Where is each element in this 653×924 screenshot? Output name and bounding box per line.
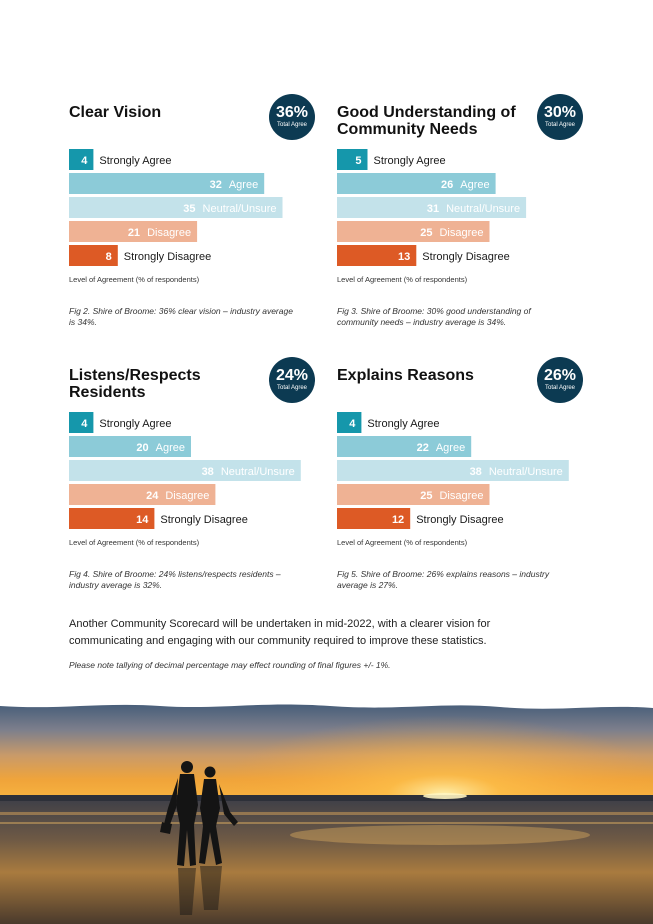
- total-agree-badge: [269, 94, 315, 140]
- total-agree-badge: [537, 357, 583, 403]
- data-label: 4: [81, 418, 88, 430]
- total-agree-value: 24%: [275, 367, 309, 384]
- x-axis-label: Level of Agreement (% of respondents): [337, 538, 468, 547]
- data-label: 38: [469, 466, 482, 478]
- category-label: Strongly Agree: [99, 418, 172, 430]
- total-agree-badge: [269, 357, 315, 403]
- data-label: 13: [398, 251, 411, 263]
- bar-chart-community-needs: [337, 149, 587, 267]
- category-label: Disagree: [147, 227, 192, 239]
- total-agree-label: Total Agree: [544, 385, 576, 391]
- bar-chart-listens-respects: [69, 412, 319, 530]
- category-label: Strongly Agree: [99, 155, 172, 167]
- x-axis-label: Level of Agreement (% of respondents): [337, 275, 468, 284]
- figure-caption: Fig 2. Shire of Broome: 36% clear vision – industry average is 34%.: [69, 306, 293, 327]
- category-label: Disagree: [439, 227, 484, 239]
- chart-title: Explains Reasons: [337, 367, 474, 384]
- chart-title: Good Understanding of Community Needs: [337, 104, 516, 138]
- data-label: 31: [426, 203, 440, 215]
- figure-caption: Fig 5. Shire of Broome: 26% explains reasons – industry average is 27%.: [337, 569, 550, 590]
- data-label: 24: [146, 490, 159, 502]
- bar-chart-explains-reasons: [337, 412, 587, 530]
- data-label: 4: [349, 418, 356, 430]
- rounding-note: Please note tallying of decimal percentage may effect rounding of final figures +/- 1%.: [69, 660, 391, 670]
- category-label: Strongly Disagree: [160, 514, 248, 526]
- total-agree-label: Total Agree: [544, 122, 576, 128]
- data-label: 14: [136, 514, 149, 526]
- body-paragraph: Another Community Scorecard will be undertaken in mid-2022, with a clearer vision for communicating and engaging with our community required to improve these statistics.: [69, 618, 491, 647]
- category-label: Strongly Disagree: [422, 251, 510, 263]
- chart-title: Listens/Respects Residents: [69, 367, 201, 401]
- category-label: Agree: [155, 442, 185, 454]
- total-agree-label: Total Agree: [276, 122, 308, 128]
- category-label: Neutral/Unsure: [446, 203, 521, 215]
- chart-title: Clear Vision: [69, 104, 162, 121]
- category-label: Neutral/Unsure: [488, 466, 563, 478]
- category-label: Agree: [228, 179, 259, 191]
- total-agree-value: 26%: [543, 367, 577, 384]
- category-label: Strongly Agree: [367, 418, 440, 430]
- data-label: 20: [136, 442, 149, 454]
- data-label: 12: [391, 514, 405, 526]
- data-label: 4: [81, 155, 88, 167]
- bar-chart-clear-vision: [69, 149, 319, 267]
- x-axis-label: Level of Agreement (% of respondents): [69, 275, 200, 284]
- category-label: Neutral/Unsure: [202, 203, 277, 215]
- data-label: 26: [440, 179, 454, 191]
- sunset-beach-photo: [0, 700, 653, 924]
- data-label: 22: [416, 442, 429, 454]
- category-label: Disagree: [165, 490, 210, 502]
- total-agree-label: Total Agree: [276, 385, 308, 391]
- category-label: Strongly Disagree: [416, 514, 504, 526]
- data-label: 35: [183, 203, 196, 215]
- data-label: 32: [209, 179, 222, 191]
- category-label: Disagree: [439, 490, 484, 502]
- category-label: Agree: [460, 179, 490, 191]
- category-label: Strongly Agree: [373, 155, 446, 167]
- total-agree-badge: [537, 94, 583, 140]
- total-agree-value: 36%: [275, 104, 309, 121]
- data-label: 38: [201, 466, 214, 478]
- category-label: Agree: [435, 442, 466, 454]
- data-label: 8: [105, 251, 112, 263]
- category-label: Neutral/Unsure: [220, 466, 295, 478]
- data-label: 25: [420, 227, 433, 239]
- x-axis-label: Level of Agreement (% of respondents): [69, 538, 200, 547]
- data-label: 21: [127, 227, 141, 239]
- data-label: 5: [355, 155, 362, 167]
- data-label: 25: [420, 490, 433, 502]
- category-label: Strongly Disagree: [123, 251, 212, 263]
- total-agree-value: 30%: [543, 104, 577, 121]
- bar-strongly-agree: [337, 149, 368, 170]
- figure-caption: Fig 4. Shire of Broome: 24% listens/respects residents – industry average is 32%.: [69, 569, 281, 590]
- figure-caption: Fig 3. Shire of Broome: 30% good understanding of community needs – industry average is 34%.: [337, 306, 531, 327]
